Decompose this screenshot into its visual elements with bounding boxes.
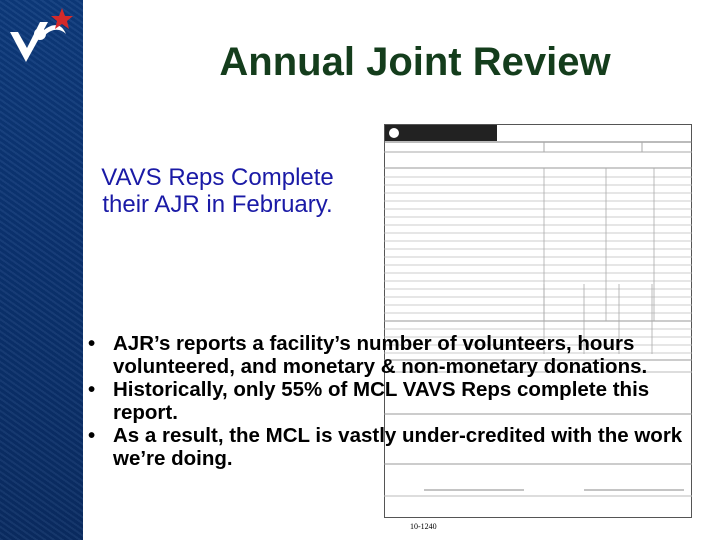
bullet-item: • As a result, the MCL is vastly under-credited with the work we’re doing. [82, 424, 718, 470]
slide-title: Annual Joint Review [219, 40, 611, 84]
sidebar-band [0, 0, 83, 540]
slide-subtitle: VAVS Reps Complete their AJR in February. [101, 164, 334, 218]
volunteer-star-logo-icon [4, 4, 76, 76]
bullet-item: • AJR’s reports a facility’s number of volunteers, hours volunteered, and monetary & non-monetary donations. [82, 332, 718, 378]
bullet-list [82, 332, 718, 470]
form-number: 10-1240 [410, 522, 437, 531]
ajr-form-drawing [384, 124, 692, 534]
bullet-item: • Historically, only 55% of MCL VAVS Reps complete this report. [82, 378, 718, 424]
ajr-form-image [384, 124, 692, 534]
